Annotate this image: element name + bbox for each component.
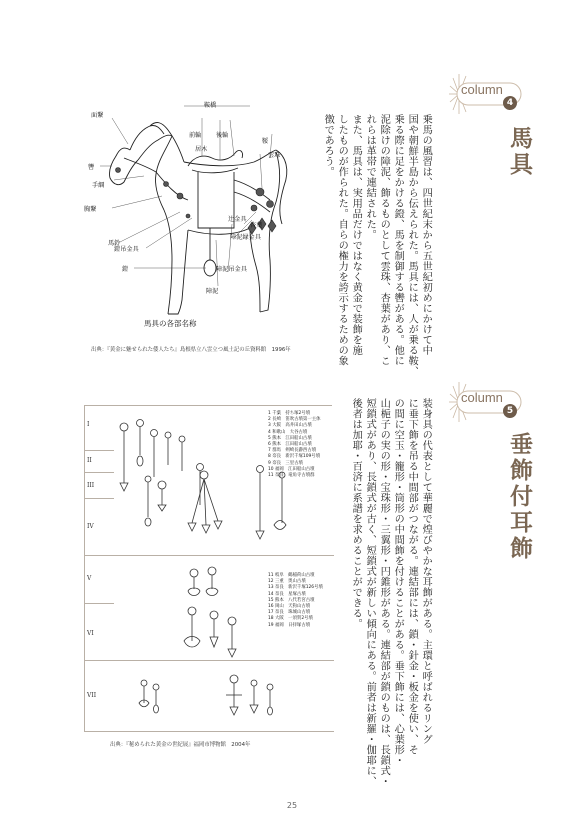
column4-line: 泥除けの障泥、飾るものとして雲珠、杏葉があり、こ — [378, 114, 390, 366]
legend-item: 19 福岡 日拝塚古墳 — [268, 622, 311, 628]
legend-top — [268, 411, 321, 479]
column5-line: 装身具の代表として華麗で煌びやかな耳飾がある。主環と呼ばれるリング — [420, 398, 432, 745]
column4-line: 徴であろう。 — [322, 114, 334, 177]
label-sugai: 面繋 — [91, 112, 104, 119]
label-unju: 雲珠 — [268, 152, 281, 159]
column4-line: 乗馬の風習は、四世紀末から五世紀初めにかけて中 — [420, 114, 432, 356]
legend-item: 4 和歌山 大谷古墳 — [268, 429, 308, 435]
legend-item: 8 奈良 新沢千塚109号墳 — [268, 454, 321, 460]
row-label: II — [87, 457, 92, 464]
label-abumi: 鐙 — [122, 266, 129, 273]
column4-line: 国や朝鮮半島から伝えられた。馬具には、人が乗る鞍、 — [406, 114, 418, 377]
column4-badge-label: column — [461, 82, 503, 97]
legend-item: 10 福岡 江田船山古墳 — [268, 466, 315, 472]
column5-badge-number: 5 — [503, 404, 517, 418]
label-gyoyo: 杏葉 — [250, 222, 263, 229]
label-kura: 鞍橋 — [204, 102, 217, 109]
legend-item: 1 千葉 持ち塚2号墳 — [268, 411, 311, 416]
label-kutsuwa: 轡 — [88, 164, 95, 171]
legend-item: 17 奈良 珠城山古墳 — [268, 610, 311, 616]
label-shiode: 鞖 — [262, 138, 269, 145]
column4-title: 馬具 — [506, 126, 532, 178]
row-label: III — [87, 482, 95, 489]
legend-item: 5 熊本 江田船山古墳 — [268, 435, 312, 441]
earring-figure — [84, 405, 334, 733]
legend-item: 11 岐阜 鶴稲荷山古墳 — [268, 573, 315, 578]
column4-caption: 出典：『黄金に魅せられた倭人たち』島根県立八雲立つ風土記の丘資料館 1996年 — [91, 347, 291, 353]
row-label: IV — [87, 523, 94, 530]
label-aori: 障泥 — [206, 288, 219, 295]
page-number: 25 — [286, 801, 298, 810]
legend-item: 6 熊本 江田船山古墳 — [268, 442, 312, 448]
diagram-title: 馬具の各部名称 — [144, 319, 197, 328]
column4-line: 乗る際に足をかける鐙、馬を制御する轡がある。他に — [392, 114, 404, 366]
label-aorikazari: 障泥縁金具 — [230, 234, 261, 241]
column5-line: 短鎖式があり、長鎖式が古く、短鎖式が新しい傾向にある。前者は新羅・伽耶に、 — [364, 398, 376, 787]
legend-bottom — [268, 573, 323, 629]
label-maewa: 前輪 — [189, 132, 202, 139]
column4-badge-number: 4 — [503, 96, 517, 110]
legend-item: 14 奈良 星塚古墳 — [268, 591, 306, 597]
label-aoritsuri: 障泥吊金具 — [216, 266, 247, 273]
legend-item: 2 長崎 笛吹古墳第一主体 — [268, 417, 321, 423]
row-label: VI — [87, 630, 94, 637]
row-label: VII — [87, 692, 97, 699]
legend-item: 18 大阪 一須賀2号墳 — [268, 616, 313, 622]
row-label: V — [87, 575, 92, 582]
column4-line: また、馬具は、実用品だけではなく黄金で装飾を施 — [350, 114, 362, 356]
legend-item: 16 岡山 天狗山古墳 — [268, 604, 311, 610]
column5-line: 後者は加耶・百済に系譜を求めることができる。 — [350, 398, 362, 629]
label-abumitsurikanagu: 鐙吊金具 — [114, 246, 139, 253]
column5-title: 垂飾付耳飾 — [506, 432, 532, 562]
label-tsujikanagu: 辻金具 — [228, 216, 247, 223]
column5-line: の間に空玉・籠形・筒形の中間飾を付けることがある。垂下飾には、心葉形・ — [392, 398, 404, 766]
label-shizuwa: 居木 — [195, 146, 208, 153]
column5-badge-label: column — [461, 390, 503, 405]
legend-item: 7 群馬 剣崎長瀞西古墳 — [268, 448, 317, 454]
column5-line: に垂下飾を吊る中間部がつながる。連結部には、鎖・針金・板金を使い、そ — [406, 398, 418, 755]
legend-item: 13 奈良 新沢千塚126号墳 — [268, 585, 323, 591]
column5-line: 山梔子の実の形・宝珠形・三翼形・円錐形がある。連結部が鎖のものは、長鎖式・ — [378, 398, 390, 787]
legend-item: 12 三重 奥山古墳 — [268, 579, 306, 585]
label-tazuna: 手綱 — [92, 182, 105, 189]
column4-line: れらは革帯で連結された。 — [364, 114, 376, 240]
legend-item: 15 熊本 八代若宮古墳 — [268, 597, 315, 603]
label-bare: 馬鈴 — [108, 240, 121, 247]
label-shiowa: 後輪 — [216, 132, 229, 139]
legend-item: 11 奈良 竜角寺古墳群 — [268, 473, 315, 479]
horse-tack-diagram — [84, 100, 316, 328]
label-munagai: 胸繋 — [84, 206, 97, 213]
column4-line: したものが作られた。自らの権力を誇示するための象 — [336, 114, 348, 366]
column5-caption: 出典：『秘められた黄金の世紀展』福岡市博物館 2004年 — [110, 742, 251, 748]
legend-item: 9 奈良 三里古墳 — [268, 460, 303, 466]
figure-bottom-rule — [84, 731, 334, 732]
row-label: I — [87, 421, 90, 428]
legend-item: 3 大阪 高井田山古墳 — [268, 423, 312, 429]
